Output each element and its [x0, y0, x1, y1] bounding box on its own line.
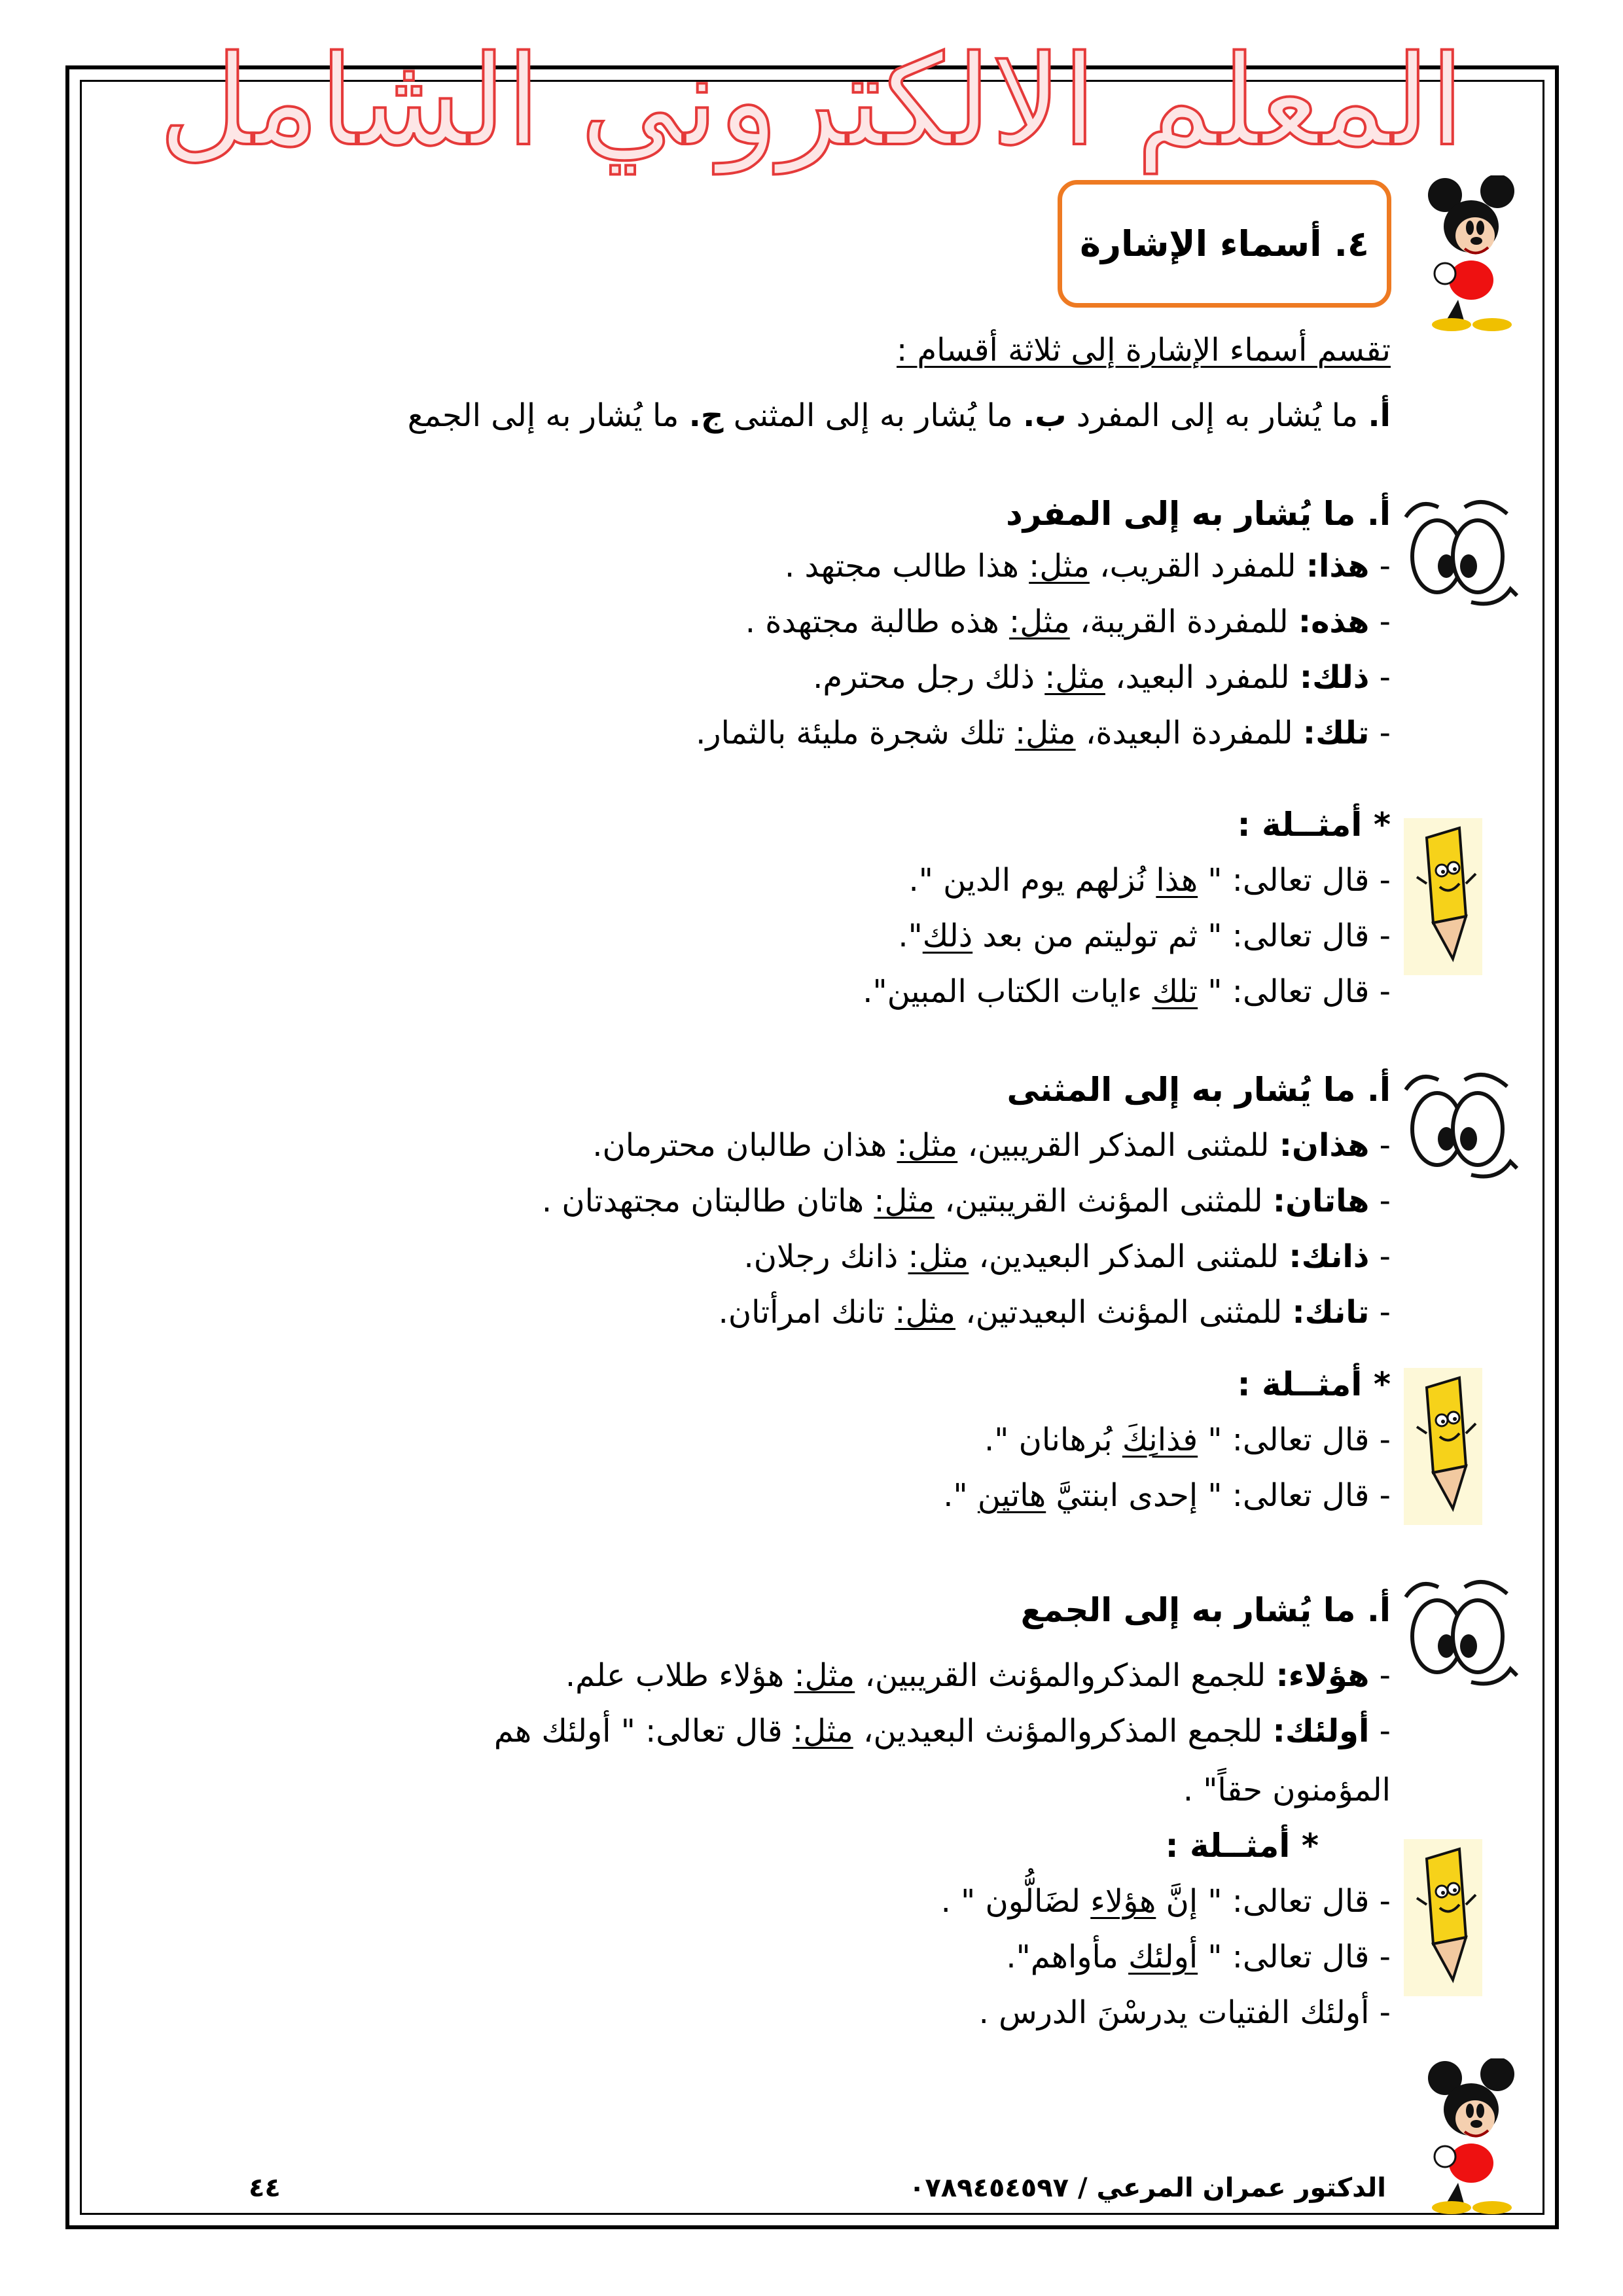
example-word: مثل:	[1044, 659, 1105, 696]
demonstrative-marked: هذا	[1156, 862, 1198, 899]
division-a-text: ما يُشار به إلى المفرد	[1066, 397, 1368, 434]
cartoon-eyes-icon	[1393, 1064, 1524, 1188]
intro-line: تقسم أسماء الإشارة إلى ثلاثة أقسام :	[896, 332, 1391, 368]
example-word: مثل:	[897, 1127, 958, 1164]
demonstrative-marked: تلك	[1152, 973, 1198, 1010]
plural-continuation: المؤمنون حقاً" .	[1183, 1772, 1391, 1808]
singular-desc: للمفرد البعيد،	[1105, 659, 1300, 696]
pencil-character-icon	[1404, 1839, 1482, 1996]
plural-quote	[1006, 1934, 1391, 1980]
demonstrative-marked: هؤلاء	[1090, 1883, 1156, 1920]
dual-desc: للمثنى المؤنث البعيدتين،	[955, 1294, 1293, 1331]
plural-quote	[941, 1878, 1391, 1924]
example-word: مثل:	[1014, 715, 1076, 751]
qal-prefix: - قال تعالى: "	[1198, 1422, 1391, 1458]
dual-item: - ذانك: للمثنى المذكر البعيدين، مثل: ذانك رجلان.	[743, 1238, 1391, 1275]
mickey-mouse-icon	[1419, 175, 1524, 332]
division-b-label: ب.	[1023, 397, 1067, 434]
singular-examples-heading: * أمثــلة :	[1237, 806, 1391, 844]
singular-example: هذا طالب مجتهد .	[784, 548, 1029, 584]
qal-prefix: - قال تعالى: "	[1198, 1477, 1391, 1514]
example-word: مثل:	[792, 1713, 853, 1749]
singular-desc: للمفردة القريبة،	[1069, 603, 1298, 640]
quote-rest: ".	[943, 1477, 978, 1514]
plural-term: هؤلاء:	[1275, 1657, 1370, 1694]
quote-rest: ".	[898, 918, 923, 954]
singular-example: تلك شجرة مليئة بالثمار.	[696, 715, 1015, 751]
singular-item: - ذلك: للمفرد البعيد، مثل: ذلك رجل محترم.	[813, 659, 1391, 696]
dual-examples-heading: * أمثــلة :	[1237, 1365, 1391, 1403]
dual-desc: للمثنى المؤنث القريبتين،	[935, 1183, 1273, 1219]
dual-example: هذان طالبان محترمان.	[592, 1127, 897, 1164]
plural-item: - أولئك: للجمع المذكروالمؤنث البعيدين، مثل: قال تعالى: " أولئك هم	[493, 1713, 1391, 1749]
singular-desc: للمفرد القريب،	[1089, 548, 1306, 584]
plural-example: هؤلاء طلاب علم.	[565, 1657, 794, 1694]
plural-term: أولئك:	[1272, 1713, 1370, 1749]
singular-item: - هذه: للمفردة القريبة، مثل: هذه طالبة مجتهدة .	[745, 603, 1391, 640]
plural-example: قال تعالى: " أولئك هم	[493, 1713, 793, 1749]
plural-desc: للجمع المذكروالمؤنث القريبين،	[855, 1657, 1276, 1694]
division-b-text: ما يُشار به إلى المثنى	[723, 397, 1024, 434]
singular-term: تلك:	[1302, 715, 1370, 751]
singular-desc: للمفردة البعيدة،	[1075, 715, 1303, 751]
dual-example: تانك امرأتان.	[718, 1294, 895, 1331]
demonstrative-marked: ذلك	[922, 918, 973, 954]
quote-rest: مأواهم".	[1006, 1939, 1129, 1975]
singular-quote	[908, 857, 1391, 903]
dual-term: هاتان:	[1272, 1183, 1370, 1219]
plural-last-example: - أولئك الفتيات يدرسْنَ الدرس .	[978, 1994, 1391, 2031]
watermark-title: المعلم الالكتروني الشامل	[158, 29, 1465, 173]
example-word: مثل:	[1029, 548, 1090, 584]
singular-term: هذه:	[1298, 603, 1370, 640]
dual-item: - هاتان: للمثنى المؤنث القريبتين، مثل: هاتان طالبتان مجتهدتان .	[541, 1183, 1391, 1219]
qal-prefix: - قال تعالى: "	[1198, 973, 1391, 1010]
dual-item: - تانك: للمثنى المؤنث البعيدتين، مثل: تانك امرأتان.	[718, 1294, 1391, 1331]
singular-example: هذه طالبة مجتهدة .	[745, 603, 1010, 640]
qal-prefix: - قال تعالى: "	[1198, 918, 1391, 954]
example-word: مثل:	[908, 1238, 969, 1275]
singular-term: ذلك:	[1299, 659, 1370, 696]
demonstrative-marked: هاتين	[977, 1477, 1046, 1514]
quote-before: ثم توليتم من بعد	[972, 918, 1198, 954]
division-c-label: ج.	[688, 397, 724, 434]
quote-rest: ءايات الكتاب المبين".	[863, 973, 1152, 1010]
demonstrative-marked: فذانِكَ	[1122, 1422, 1198, 1458]
page-number: ٤٤	[249, 2173, 281, 2203]
demonstrative-marked: أولئك	[1128, 1939, 1198, 1975]
dual-heading: أ. ما يُشار به إلى المثنى	[1007, 1071, 1391, 1109]
dual-quote	[943, 1473, 1391, 1518]
dual-item: - هذان: للمثنى المذكر القريبين، مثل: هذان طالبان محترمان.	[592, 1127, 1391, 1164]
example-word: مثل:	[874, 1183, 935, 1219]
dual-desc: للمثنى المذكر البعيدين،	[969, 1238, 1289, 1275]
example-word: مثل:	[794, 1657, 855, 1694]
singular-item: - تلك: للمفردة البعيدة، مثل: تلك شجرة مليئة بالثمار.	[696, 715, 1391, 751]
cartoon-eyes-icon	[1393, 491, 1524, 615]
dual-term: ذانك:	[1289, 1238, 1370, 1275]
dual-term: هذان:	[1279, 1127, 1370, 1164]
singular-quote	[898, 913, 1391, 959]
singular-heading: أ. ما يُشار به إلى المفرد	[1006, 495, 1391, 533]
qal-prefix: - قال تعالى: "	[1198, 1939, 1391, 1975]
plural-item: - هؤلاء: للجمع المذكروالمؤنث القريبين، مثل: هؤلاء طلاب علم.	[565, 1657, 1391, 1694]
singular-example: ذلك رجل محترم.	[813, 659, 1045, 696]
dual-example: هاتان طالبتان مجتهدتان .	[541, 1183, 874, 1219]
footer-author: الدكتور عمران المرعي / ٠٧٨٩٤٥٤٥٩٧	[908, 2173, 1386, 2203]
division-a-label: أ.	[1368, 397, 1391, 434]
dual-quote	[984, 1417, 1391, 1463]
plural-desc: للجمع المذكروالمؤنث البعيدين،	[853, 1713, 1273, 1749]
dual-example: ذانك رجلان.	[743, 1238, 908, 1275]
qal-prefix: - قال تعالى: "	[1198, 862, 1391, 899]
qal-prefix: - قال تعالى: "	[1198, 1883, 1391, 1920]
quote-before: إحدى ابنتيَّ	[1046, 1477, 1198, 1514]
plural-heading: أ. ما يُشار به إلى الجمع	[1020, 1591, 1391, 1629]
divisions-line	[408, 393, 1391, 439]
example-word: مثل:	[1009, 603, 1070, 640]
quote-rest: بُرهانان ".	[984, 1422, 1122, 1458]
cartoon-eyes-icon	[1393, 1571, 1524, 1695]
plural-examples-heading: * أمثــلة :	[1165, 1827, 1319, 1865]
singular-item: - هذا: للمفرد القريب، مثل: هذا طالب مجتهد .	[784, 548, 1391, 584]
section-title-box	[1058, 180, 1391, 308]
quote-rest: نُزلهم يوم الدين ".	[908, 862, 1156, 899]
pencil-character-icon	[1404, 1368, 1482, 1525]
quote-rest: لضَالُّون " .	[940, 1883, 1091, 1920]
example-word: مثل:	[895, 1294, 956, 1331]
dual-term: تانك:	[1292, 1294, 1370, 1331]
division-c-text: ما يُشار به إلى الجمع	[407, 397, 689, 434]
mickey-mouse-icon	[1419, 2058, 1524, 2215]
section-title: ٤. أسماء الإشارة	[1080, 223, 1369, 264]
dual-desc: للمثنى المذكر القريبين،	[957, 1127, 1279, 1164]
pencil-character-icon	[1404, 818, 1482, 975]
singular-quote	[863, 969, 1391, 1014]
quote-before: إنَّ	[1156, 1883, 1198, 1920]
singular-term: هذا:	[1306, 548, 1370, 584]
